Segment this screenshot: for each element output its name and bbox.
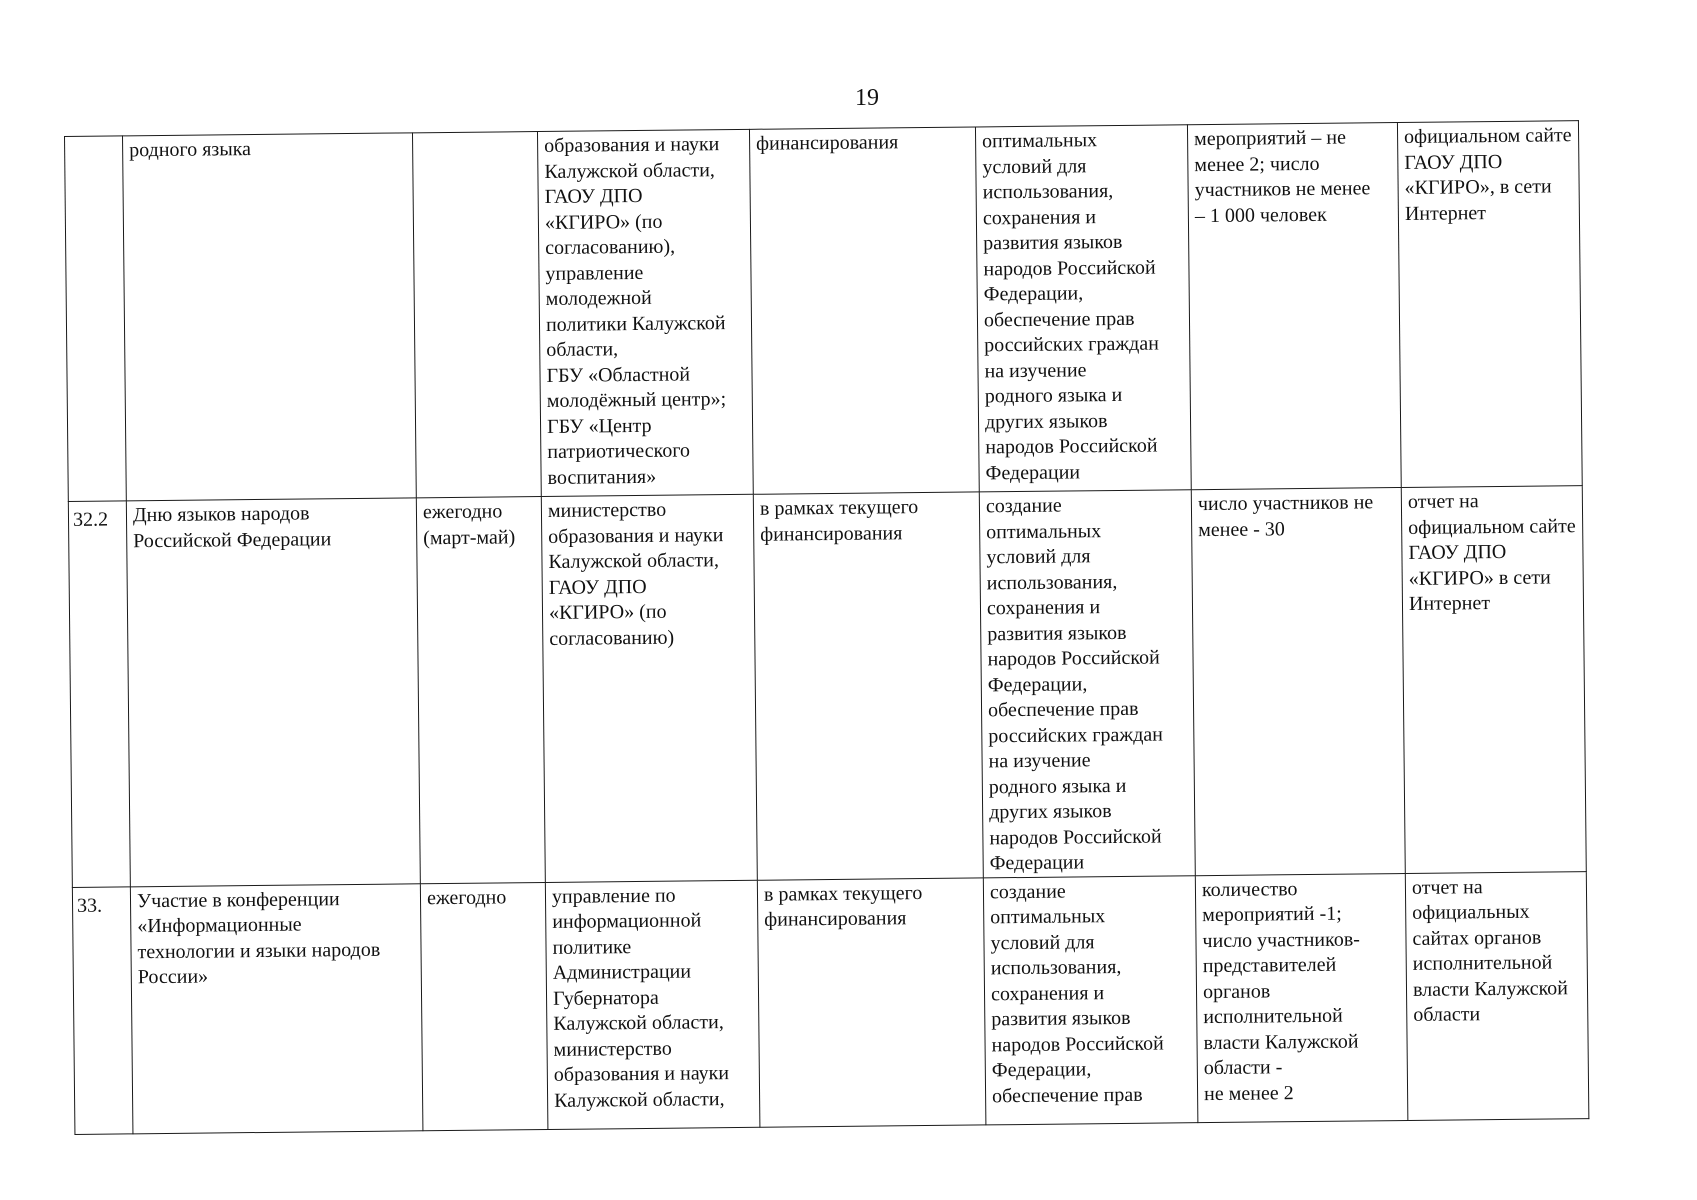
cell-text-line: менее - 30 bbox=[1198, 517, 1285, 541]
cell-text-line: на изучение bbox=[988, 749, 1091, 773]
plan-table bbox=[64, 120, 1589, 1134]
cell-text-line: патриотического bbox=[547, 439, 691, 463]
cell-text-line: народов Российской bbox=[985, 434, 1158, 459]
cell-text-line: оптимальных bbox=[981, 129, 1098, 153]
cell-text-line: исполнительной bbox=[1412, 951, 1553, 975]
cell-text-line: российских граждан bbox=[988, 723, 1164, 747]
cell-text-line: власти Калужской bbox=[1412, 976, 1569, 1001]
cell-text-line: использования, bbox=[982, 180, 1114, 204]
cell-executors bbox=[545, 880, 760, 1129]
cell-name bbox=[123, 133, 417, 501]
cell-text-line: «КГИРО», в сети bbox=[1404, 175, 1552, 199]
cell-text-line: политики Калужской bbox=[545, 311, 726, 336]
cell-name bbox=[130, 883, 423, 1133]
cell-text-line: оптимальных bbox=[986, 519, 1102, 543]
cell-text-line: Калужской области, bbox=[554, 1087, 725, 1112]
cell-text-line: «КГИРО» в сети bbox=[1408, 565, 1551, 590]
cell-term bbox=[420, 882, 548, 1130]
cell-text-line: Федерации, bbox=[991, 1058, 1092, 1082]
cell-text-line: обеспечение прав bbox=[991, 1083, 1143, 1107]
cell-text-line: ГАОУ ДПО bbox=[1408, 540, 1507, 564]
cell-num: 33. bbox=[72, 886, 133, 1134]
table-row bbox=[68, 486, 1585, 887]
cell-text-line: управление bbox=[545, 261, 644, 285]
cell-financing bbox=[757, 877, 986, 1126]
cell-name bbox=[126, 498, 420, 887]
cell-text-line: родного языка и bbox=[984, 383, 1123, 408]
cell-text-line: области bbox=[1413, 1003, 1481, 1026]
cell-text-line: официальном сайте bbox=[1408, 514, 1576, 539]
cell-text-line: других языков bbox=[984, 409, 1108, 433]
cell-report bbox=[1405, 871, 1588, 1120]
cell-text-line: министерство bbox=[553, 1037, 672, 1061]
cell-text-line: мероприятий – не bbox=[1193, 126, 1347, 151]
cell-indicator bbox=[1191, 488, 1405, 876]
cell-text-line: участников не менее bbox=[1194, 177, 1371, 202]
cell-goal bbox=[975, 125, 1191, 492]
cell-text-line: – 1 000 человек bbox=[1194, 203, 1327, 227]
cell-text-line: финансирования bbox=[764, 907, 907, 931]
cell-text-line: количество bbox=[1201, 877, 1298, 901]
cell-text-line: народов Российской bbox=[989, 825, 1162, 849]
cell-text-line: согласованию) bbox=[549, 626, 675, 650]
cell-text-line: Дню языков народов bbox=[132, 502, 310, 527]
cell-financing bbox=[753, 492, 983, 880]
cell-text-line: число участников- bbox=[1202, 927, 1360, 952]
cell-text-line: Калужской области, bbox=[553, 1011, 724, 1035]
cell-text-line: воспитания» bbox=[547, 465, 657, 489]
cell-text-line: отчет на bbox=[1407, 490, 1479, 513]
cell-goal bbox=[983, 875, 1198, 1124]
cell-text-line: Федерации bbox=[989, 851, 1085, 875]
page-number: 19 bbox=[855, 85, 879, 111]
cell-report bbox=[1397, 121, 1581, 488]
cell-text-line: согласованию), bbox=[545, 235, 676, 259]
cell-text-line: российских граждан bbox=[984, 332, 1159, 357]
cell-text-line: образования и науки bbox=[553, 1062, 730, 1086]
cell-text-line: отчет на bbox=[1411, 875, 1483, 899]
cell-text-line: официальных bbox=[1412, 900, 1530, 924]
cell-text-line: сайтах органов bbox=[1412, 926, 1542, 950]
cell-text-line: на изучение bbox=[984, 358, 1087, 382]
cell-text-line: сохранения и bbox=[990, 981, 1105, 1005]
cell-text-line: Федерации, bbox=[983, 282, 1084, 306]
cell-text-line: ГБУ «Центр bbox=[546, 414, 652, 438]
cell-executors bbox=[537, 129, 753, 496]
cell-text-line: Российской Федерации bbox=[133, 527, 332, 552]
cell-indicator bbox=[1187, 123, 1401, 490]
cell-text-line: Администрации bbox=[552, 960, 692, 984]
cell-text-line: Губернатора bbox=[552, 986, 659, 1010]
cell-text-line: ГБУ «Областной bbox=[546, 362, 691, 387]
cell-text-line: других языков bbox=[989, 800, 1112, 824]
cell-text-line: министерство bbox=[547, 498, 667, 522]
cell-num bbox=[65, 136, 127, 502]
cell-text-line: развития языков bbox=[987, 621, 1127, 645]
cell-text-line: создание bbox=[989, 880, 1066, 903]
cell-text-line: технологии и языки народов bbox=[137, 938, 381, 963]
cell-text-line: условий для bbox=[986, 545, 1091, 569]
cell-text-line: ГАОУ ДПО bbox=[1404, 150, 1503, 174]
cell-text-line: молодёжный центр»; bbox=[546, 388, 727, 412]
cell-text-line: Федерации bbox=[985, 460, 1081, 484]
cell-text-line: Интернет bbox=[1408, 592, 1491, 615]
cell-goal bbox=[979, 490, 1195, 878]
cell-text-line: Калужской области, bbox=[544, 158, 715, 183]
cell-text-line: «КГИРО» (по bbox=[548, 600, 667, 624]
cell-text-line: области - bbox=[1203, 1056, 1283, 1080]
cell-text-line: ежегодно bbox=[426, 885, 507, 909]
cell-text-line: управление по bbox=[551, 884, 676, 908]
cell-text-line: не менее 2 bbox=[1203, 1081, 1294, 1105]
cell-text-line: органов bbox=[1202, 979, 1271, 1003]
cell-text-line: ежегодно bbox=[422, 500, 503, 524]
cell-text-line: Федерации, bbox=[987, 672, 1088, 696]
cell-text-line: России» bbox=[137, 965, 209, 989]
cell-report bbox=[1401, 486, 1586, 873]
cell-text-line: народов Российской bbox=[983, 256, 1156, 280]
cell-text-line: развития языков bbox=[991, 1006, 1131, 1031]
table-row bbox=[65, 121, 1582, 502]
cell-text-line: народов Российской bbox=[991, 1032, 1164, 1056]
cell-text-line: развития языков bbox=[983, 230, 1123, 255]
cell-text-line: обеспечение прав bbox=[987, 697, 1139, 722]
cell-text-line: официальном сайте bbox=[1403, 124, 1572, 148]
cell-text-line: родного языка bbox=[129, 138, 252, 162]
cell-text-line: ГАОУ ДПО bbox=[548, 575, 647, 599]
cell-text-line: мероприятий -1; bbox=[1202, 902, 1342, 927]
cell-text-line: условий для bbox=[990, 930, 1095, 954]
cell-executors bbox=[541, 494, 757, 882]
cell-text-line: число участников не bbox=[1197, 491, 1374, 516]
cell-text-line: финансирования bbox=[756, 131, 899, 155]
cell-text-line: менее 2; число bbox=[1194, 152, 1320, 176]
cell-text-line: использования, bbox=[986, 570, 1118, 594]
table-row bbox=[72, 871, 1588, 1134]
cell-text-line: сохранения и bbox=[986, 596, 1101, 620]
cell-text-line: образования и науки bbox=[548, 523, 724, 548]
cell-text-line: образования и науки bbox=[544, 133, 720, 157]
cell-text-line: использования, bbox=[990, 955, 1122, 980]
cell-text-line: «КГИРО» (по bbox=[544, 210, 663, 234]
cell-text-line: «Информационные bbox=[137, 913, 302, 938]
cell-text-line: Калужской области, bbox=[548, 549, 720, 573]
cell-text-line: (март-май) bbox=[423, 525, 516, 549]
cell-indicator bbox=[1195, 873, 1408, 1122]
cell-text-line: обеспечение прав bbox=[983, 307, 1135, 331]
cell-text-line: оптимальных bbox=[990, 905, 1106, 929]
cell-text-line: представителей bbox=[1202, 953, 1337, 978]
cell-text-line: создание bbox=[985, 494, 1062, 518]
cell-text-line: Интернет bbox=[1404, 201, 1487, 225]
cell-text-line: области, bbox=[546, 338, 619, 361]
cell-text-line: сохранения и bbox=[982, 205, 1097, 229]
cell-text-line: условий для bbox=[982, 154, 1087, 178]
cell-text-line: Участие в конференции bbox=[136, 887, 340, 912]
cell-text-line: финансирования bbox=[760, 521, 903, 546]
cell-text-line: исполнительной bbox=[1203, 1004, 1343, 1029]
cell-text-line: информационной bbox=[552, 909, 702, 933]
cell-text-line: родного языка и bbox=[988, 774, 1127, 798]
cell-text-line: в рамках текущего bbox=[759, 496, 919, 520]
cell-text-line: власти Калужской bbox=[1203, 1029, 1359, 1054]
cell-text-line: ГАОУ ДПО bbox=[544, 184, 643, 208]
cell-text-line: молодежной bbox=[545, 286, 652, 310]
cell-financing bbox=[749, 127, 979, 494]
cell-num: 32.2 bbox=[68, 501, 130, 887]
cell-text-line: в рамках текущего bbox=[763, 881, 923, 906]
cell-text-line: народов Российской bbox=[987, 646, 1160, 671]
cell-text-line: политике bbox=[552, 935, 632, 959]
cell-term bbox=[416, 497, 545, 884]
cell-term bbox=[412, 132, 541, 498]
